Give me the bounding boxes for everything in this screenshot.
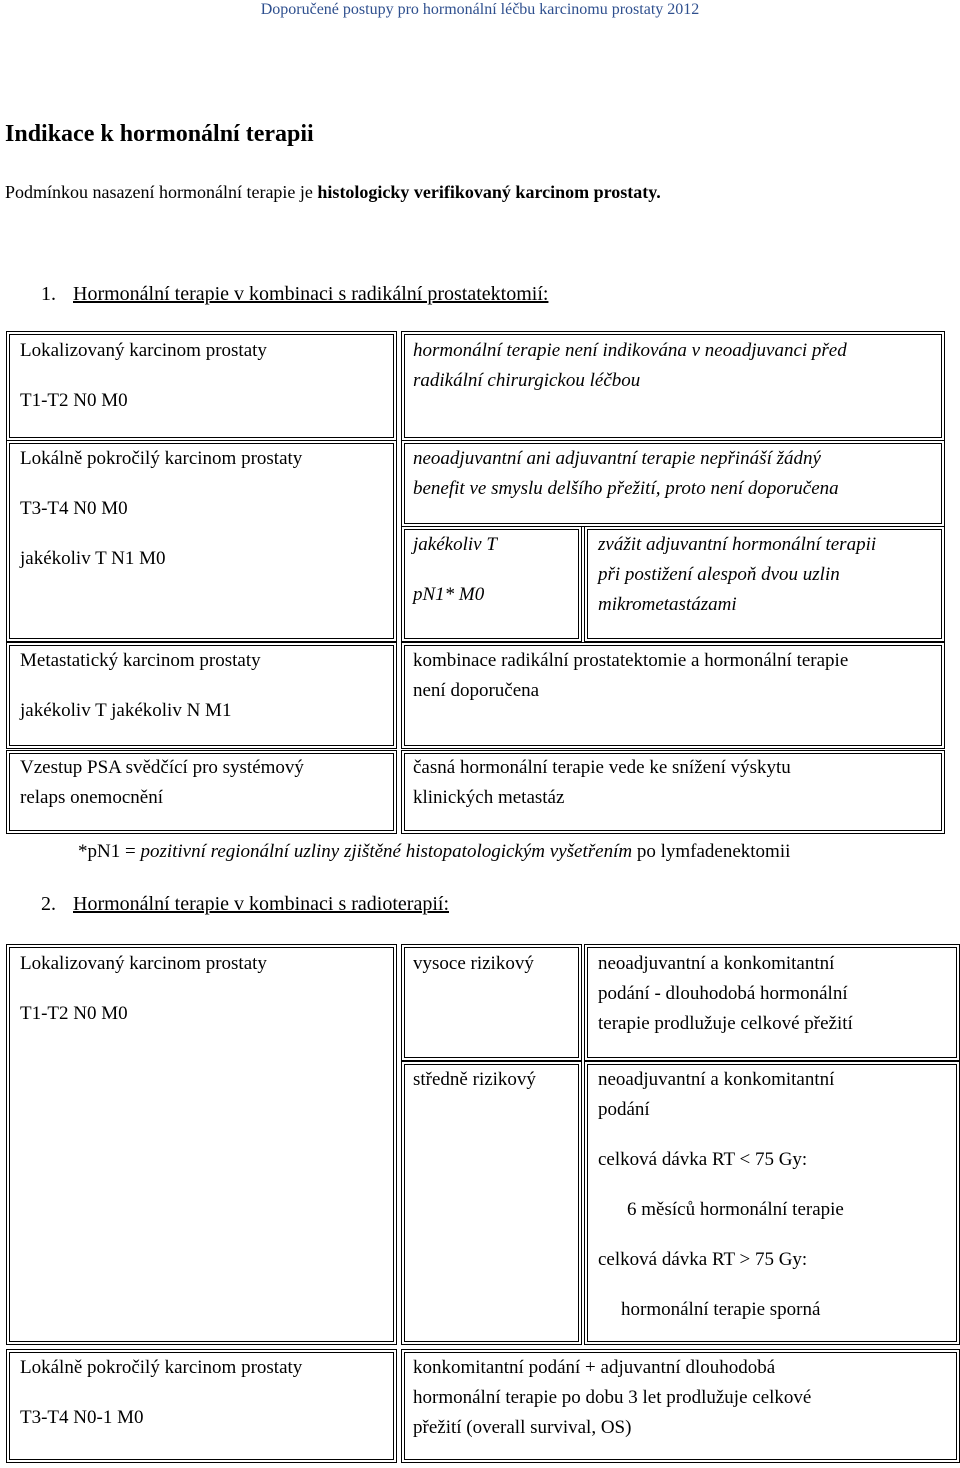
s2-row-b-mid-text [413, 1065, 536, 1095]
section-2-number: 2. [41, 893, 56, 915]
s2-b-mid-line1: středně rizikový [413, 1069, 536, 1090]
footnote [78, 841, 790, 863]
s1-row3-right-text [413, 646, 848, 706]
s1-r4-left-line1: Vzestup PSA svědčící pro systémový [20, 757, 304, 778]
intro-paragraph [5, 182, 661, 203]
s1-r4-left-line2: relaps onemocnění [20, 787, 163, 808]
s1-r1-right-line2: radikální chirurgickou léčbou [413, 370, 641, 391]
section-1-heading [41, 283, 548, 306]
s2-b-right-line1: neoadjuvantní a konkomitantní [598, 1069, 835, 1090]
s1-r2-sub-right-line1: zvážit adjuvantní hormonální terapii [598, 534, 877, 555]
s2-c-left-line1: Lokálně pokročilý karcinom prostaty [20, 1357, 303, 1378]
s2-a-right-line3: terapie prodlužuje celkové přežití [598, 1013, 853, 1034]
s1-r2-left-line1: Lokálně pokročilý karcinom prostaty [20, 448, 303, 469]
s2-b-right-line3: celková dávka RT < 75 Gy: [598, 1149, 808, 1170]
footnote-suffix: po lymfadenektomii [632, 841, 791, 862]
s2-row-b-mid-cell [404, 1064, 579, 1342]
section-1-title: Hormonální terapie v kombinaci s radikální prostatektomií: [73, 283, 549, 305]
s2-row-c-left-text [20, 1353, 302, 1433]
s2-b-right-line2: podání [598, 1099, 650, 1120]
footnote-prefix: *pN1 = [78, 841, 141, 862]
s2-row-c-right-text [413, 1353, 811, 1443]
s2-a-left-line2: T1-T2 N0 M0 [20, 1003, 128, 1024]
s2-c-left-line2: T3-T4 N0-1 M0 [20, 1407, 144, 1428]
s1-r4-right-line2: klinických metastáz [413, 787, 565, 808]
s2-a-right-line1: neoadjuvantní a konkomitantní [598, 953, 835, 974]
s1-row4-right-text [413, 753, 791, 813]
s1-r3-right-line2: není doporučena [413, 680, 540, 701]
s1-r3-right-line1: kombinace radikální prostatektomie a hormonální terapie [413, 650, 849, 671]
s1-row1-right-text [413, 336, 847, 396]
s1-r2-sub-left-line2: pN1* M0 [413, 584, 485, 605]
s2-c-right-line2: hormonální terapie po dobu 3 let prodlužuje celkové [413, 1387, 812, 1408]
s1-r3-left-line1: Metastatický karcinom prostaty [20, 650, 261, 671]
document-header: Doporučené postupy pro hormonální léčbu karcinomu prostaty 2012 [260, 1, 700, 18]
s1-row2-sub-left-text [413, 530, 497, 610]
s1-row3-left-text [20, 646, 261, 726]
s2-b-right-line4: 6 měsíců hormonální terapie [627, 1199, 844, 1220]
section-2-heading [41, 893, 449, 916]
s1-row1-left-text [20, 336, 267, 416]
s1-r2-left-line2: T3-T4 N0 M0 [20, 498, 128, 519]
section-1-number: 1. [41, 283, 56, 305]
section-2-title: Hormonální terapie v kombinaci s radioterapií: [73, 893, 449, 915]
s1-r2-left-line3: jakékoliv T N1 M0 [20, 548, 166, 569]
intro-bold-text: histologicky verifikovaný karcinom prostaty. [317, 182, 661, 202]
s1-r1-left-line1: Lokalizovaný karcinom prostaty [20, 340, 267, 361]
s2-b-right-line6: hormonální terapie sporná [621, 1299, 821, 1320]
s1-r2-sub-right-line2: při postižení alespoň dvou uzlin [598, 564, 840, 585]
s1-r1-left-line2: T1-T2 N0 M0 [20, 390, 128, 411]
page-title: Indikace k hormonální terapii [5, 121, 314, 147]
s2-c-right-line3: přežití (overall survival, OS) [413, 1417, 632, 1438]
s2-row-a-mid-text [413, 949, 534, 979]
s1-r2-right-line2: benefit ve smyslu delšího přežití, proto není doporučena [413, 478, 839, 499]
s1-row2-sub-right-text [598, 530, 876, 620]
s2-b-right-line5: celková dávka RT > 75 Gy: [598, 1249, 808, 1270]
s2-row-a-left-text [20, 949, 267, 1029]
footnote-italic: pozitivní regionální uzliny zjištěné histopatologickým vyšetřením [140, 841, 633, 862]
s1-row2-right-text [413, 444, 839, 504]
s1-row2-left-text [20, 444, 302, 574]
s2-a-left-line1: Lokalizovaný karcinom prostaty [20, 953, 267, 974]
s2-row-b-right-text [598, 1065, 943, 1325]
s1-r1-right-line1: hormonální terapie není indikována v neoadjuvanci před [413, 340, 847, 361]
intro-text: Podmínkou nasazení hormonální terapie je [5, 182, 318, 202]
s1-r2-right-line1: neoadjuvantní ani adjuvantní terapie nepřináší žádný [413, 448, 821, 469]
s2-a-right-line2: podání - dlouhodobá hormonální [598, 983, 848, 1004]
s2-row-a-right-text [598, 949, 853, 1039]
s1-r3-left-line2: jakékoliv T jakékoliv N M1 [20, 700, 232, 721]
s1-row4-left-text [20, 753, 304, 813]
s1-r2-sub-right-line3: mikrometastázami [598, 594, 737, 615]
s1-r4-right-line1: časná hormonální terapie vede ke snížení výskytu [413, 757, 791, 778]
s1-r2-sub-left-line1: jakékoliv T [413, 534, 497, 555]
s2-c-right-line1: konkomitantní podání + adjuvantní dlouhodobá [413, 1357, 776, 1378]
s2-a-mid-line1: vysoce rizikový [413, 953, 534, 974]
